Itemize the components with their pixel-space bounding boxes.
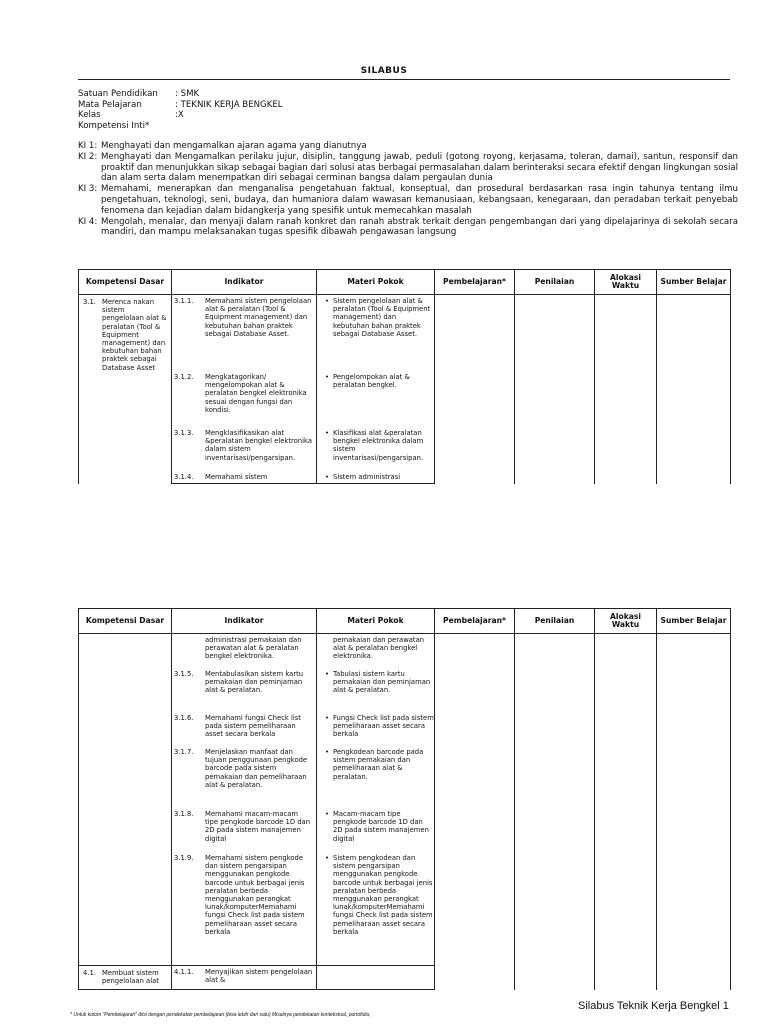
header-alokasi-waktu: Alokasi Waktu [595,609,657,634]
materi-cell [317,295,435,372]
document-title: SILABUS [360,66,408,76]
kd-entry [83,298,168,372]
indikator-cell [172,966,317,990]
bullet-icon: • [324,297,329,305]
meta-value: : SMK [175,89,200,99]
indikator-text: Mentabulasikan sistem kartu pemakaian dan peminjaman alat & peralatan. [205,670,304,695]
pembelajaran-cell [435,295,515,484]
ki-key: KI 3: [78,184,98,195]
indikator-text: Memahami sistem pengelolaan alat & peralatan (Tool & Equipment management) dan kebutuhan bahan praktek sebagai Database Asset. [205,297,312,338]
indikator-number: 3.1.4. [174,473,194,481]
header-sumber-belajar: Sumber Belajar [657,270,731,295]
indikator-number: 3.1.1. [174,297,194,305]
table-row [79,634,731,669]
ki-item [78,141,738,152]
header-kompetensi-dasar: Kompetensi Dasar [79,609,172,634]
kd-text: Merenca nakan sistem pengelolaan alat & peralatan (Tool & Equipment management) dan kebutuhan bahan praktek sebagai Database Asset [102,298,167,372]
indikator-text: Menjelaskan manfaat dan tujuan penggunaan pengkode barcode pada sistem pemakaian dan pemeliharaan alat & peralatan. [205,748,308,789]
title-divider [78,79,730,80]
kd-text: Membuat sistem pengelolaan alat [102,969,159,986]
kd-number: 4.1. [83,969,96,977]
meta-row [78,89,283,100]
page-footer: Silabus Teknik Kerja Bengkel 1 [578,1000,729,1012]
indikator-cell [172,371,317,427]
ki-text: Menghayati dan mengamalkan ajaran agama yang dianutnya [101,141,367,151]
bullet-icon: • [324,429,329,437]
indikator-number: 3.1.3. [174,429,194,437]
indikator-cell [172,808,317,852]
ki-key: KI 2: [78,151,98,162]
indikator-cell [172,712,317,746]
kd-cell [79,966,172,990]
syllabus-table-2 [78,608,731,990]
header-penilaian: Penilaian [515,609,595,634]
indikator-cell [172,471,317,484]
ki-key: KI 1: [78,141,98,151]
materi-cell [317,746,435,808]
identity-block [78,89,283,131]
indikator-text: Mengkatagorikan/ mengelompokan alat & peralatan bengkel elektronika sesuai dengan fungsi dan kondisi. [205,373,307,414]
pembelajaran-cell [435,634,515,990]
bullet-icon: • [324,473,329,481]
meta-value: :X [175,110,184,120]
indikator-text: Memahami sistem [205,473,268,481]
kd-entry [83,969,168,985]
materi-text: Pengkodean barcode pada sistem pemakaian dan pemeliharaan alat & peralatan. [333,748,424,781]
indikator-text: Mengklasifikasikan alat &peralatan bengkel elektronika dalam sistem inventarisasi/pengarsipan. [205,429,312,462]
materi-text: Klasifikasi alat &peralatan bengkel elektronika dalam sistem inventarisasi/pengarsipan. [333,429,424,462]
kd-cell [79,634,172,966]
materi-cell [317,634,435,669]
materi-text: Tabulasi sistem kartu pemakaian dan peminjaman alat & peralatan. [333,670,431,695]
table-row [79,295,731,372]
kd-number: 3.1. [83,298,96,306]
kompetensi-inti-label: Kompetensi Inti* [78,120,150,131]
indikator-number: 3.1.6. [174,714,194,722]
meta-value: : TEKNIK KERJA BENGKEL [175,99,283,110]
indikator-number: 3.1.2. [174,373,194,381]
header-pembelajaran: Pembelajaran* [435,609,515,634]
materi-cell [317,668,435,712]
indikator-number: 4.1.1. [174,968,194,976]
syllabus-table-1 [78,269,731,484]
bullet-icon: • [324,373,329,381]
materi-cell [317,471,435,484]
bullet-icon: • [324,854,329,862]
footnote: * Untuk kolom "Pembelajaran" diisi dengan pendekatan pembelajaran (bisa lebih dari satu) Misalnya pendekatan kontekstual, portofolio, [70,1012,371,1018]
meta-label: Satuan Pendidikan [78,89,158,99]
indikator-cell [172,746,317,808]
indikator-cell [172,634,317,669]
materi-text: Macam-macam tipe pengkode barcode 1D dan 2D pada sistem manajemen digital [333,810,429,843]
header-materi-pokok: Materi Pokok [317,270,435,295]
kompetensi-inti-list [78,141,738,238]
table-header-row [79,270,731,295]
indikator-cell [172,427,317,471]
indikator-cell [172,668,317,712]
header-pembelajaran: Pembelajaran* [435,270,515,295]
ki-item [78,217,738,239]
materi-text: Pengelompokan alat & peralatan bengkel. [333,373,410,390]
indikator-text: administrasi pemakaian dan perawatan alat & peralatan bengkel elektronika. [205,636,302,661]
materi-cell [317,852,435,965]
materi-text: pemakaian dan perawatan alat & peralatan bengkel elektronika. [333,636,425,661]
alokasi-cell [595,634,657,990]
indikator-text: Memahami sistem pengkode dan sistem pengarsipan menggunakan pengkode barcode untuk berbagai jenis peralatan berbeda menggunakan perangkat lunak/komputerMemahami fungsi Check list pada sistem pemeliharaan asset secara berkala [205,854,305,936]
materi-text: Sistem administrasi [333,473,401,481]
materi-cell [317,808,435,852]
ki-item [78,184,738,216]
materi-text: Sistem pengkodean dan sistem pengarsipan menggunakan pengkode barcode untuk berbagai jenis peralatan berbeda menggunakan perangkat lunak/komputerMemahami fungsi Check list pada sistem pemeliharaan asset secara berkala [333,854,433,936]
indikator-text: Menyajikan sistem pengelolaan alat & [205,968,313,985]
header-indikator: Indikator [172,270,317,295]
header-indikator: Indikator [172,609,317,634]
indikator-cell [172,852,317,965]
materi-cell [317,712,435,746]
bullet-icon: • [324,748,329,756]
meta-label: Mata Pelajaran [78,99,142,110]
sumber-cell [657,295,731,484]
header-kompetensi-dasar: Kompetensi Dasar [79,270,172,295]
ki-text: Memahami, menerapkan dan menganalisa pengetahuan faktual, konseptual, dan prosedural berdasarkan rasa ingin tahunya tentang ilmu pengetahuan, teknologi, seni, budaya, dan humaniora dalam wawasan kemanusiaan, kebangsaan, kenegaraan, dan peradaban terkait penyebab fenomena dan kejadian dalam bidangkerja yang spesifik untuk memecahkan masalah [101,184,738,216]
sumber-cell [657,634,731,990]
header-materi-pokok: Materi Pokok [317,609,435,634]
header-penilaian: Penilaian [515,270,595,295]
bullet-icon: • [324,810,329,818]
table-header-row [79,609,731,634]
penilaian-cell [515,295,595,484]
materi-cell [317,371,435,427]
bullet-icon: • [324,714,329,722]
alokasi-cell [595,295,657,484]
indikator-text: Memahami fungsi Check list pada sistem pemeliharaan asset secara berkala [205,714,301,739]
penilaian-cell [515,634,595,990]
header-alokasi-waktu: Alokasi Waktu [595,270,657,295]
indikator-number: 3.1.8. [174,810,194,818]
indikator-number: 3.1.9. [174,854,194,862]
header-sumber-belajar: Sumber Belajar [657,609,731,634]
indikator-cell [172,295,317,372]
meta-row [78,110,283,121]
ki-key: KI 4: [78,216,98,227]
kd-cell [79,295,172,484]
materi-text: Sistem pengelolaan alat & peralatan (Tool & Equipment management) dan kebutuhan bahan praktek sebagai Database Asset. [333,297,431,338]
ki-item [78,152,738,184]
materi-cell [317,966,435,990]
indikator-text: Memahami macam-macam tipe pengkode barcode 1D dan 2D pada sistem manajemen digital [205,810,311,843]
indikator-number: 3.1.5. [174,670,194,678]
materi-cell [317,427,435,471]
ki-text: Menghayati dan Mengamalkan perilaku jujur, disiplin, tanggung jawab, peduli (gotong royong, kerjasama, toleran, damai), santun, responsif dan proaktif dan menunjukkan sikap sebagai bagian dari solusi atas berbagai permasalahan dalam berinteraksi secara efektif dengan lingkungan sosial dan alam serta dalam menempatkan diri sebagai cerminan bangsa dalam pergaulan dunia [101,151,738,184]
meta-label: Kelas [78,110,101,120]
indikator-number: 3.1.7. [174,748,194,756]
ki-text: Mengolah, menalar, dan menyaji dalam ranah konkret dan ranah abstrak terkait dengan pengembangan dari yang dipelajarinya di sekolah secara mandiri, dan mampu melaksanakan tugas spesifik dibawah pengawasan langsung [101,216,738,238]
meta-row [78,100,283,111]
bullet-icon: • [324,670,329,678]
materi-text: Fungsi Check list pada sistem pemeliharaan asset secara berkala [333,714,434,739]
